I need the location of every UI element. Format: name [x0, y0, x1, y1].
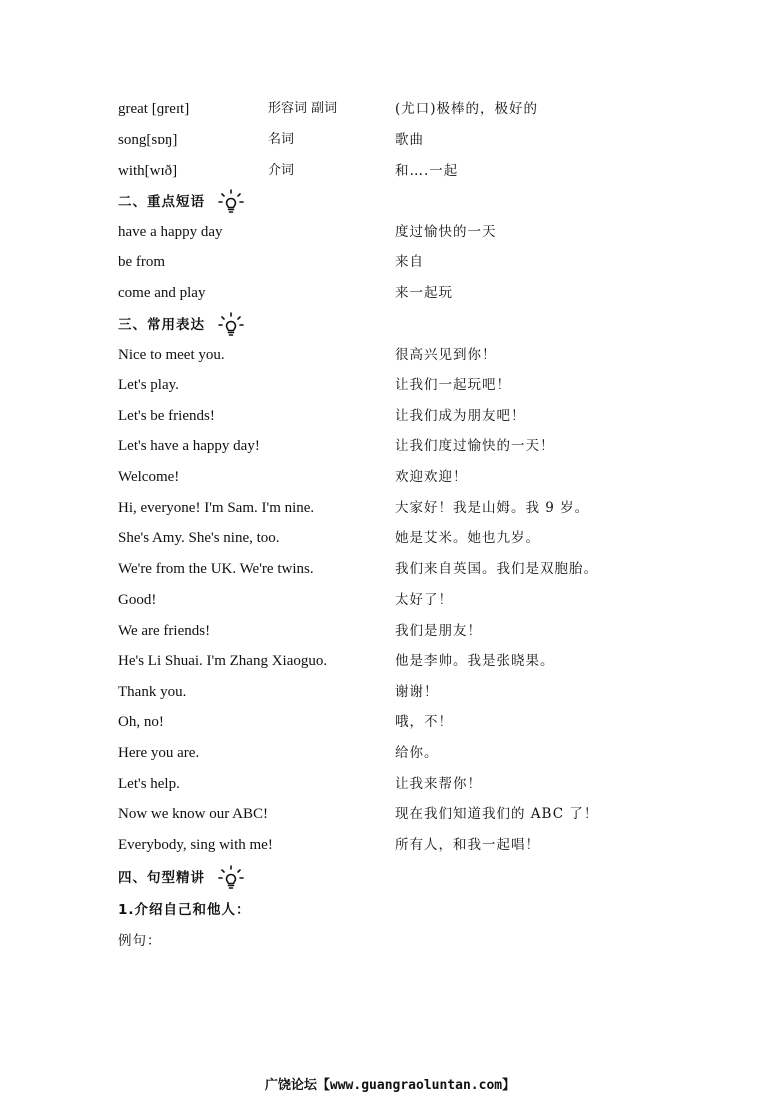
page-footer [0, 1074, 780, 1093]
phrase-english: be from [118, 254, 166, 270]
expression-english: Everybody, sing with me! [118, 837, 273, 853]
phrase-chinese: 度过愉快的一天 [395, 224, 497, 240]
expression-row [118, 464, 678, 490]
expression-chinese: 很高兴见到你！ [395, 347, 497, 363]
expression-row [118, 679, 678, 705]
vocab-word: song[sɒŋ] [118, 132, 178, 148]
phrase-row [118, 219, 678, 245]
vocab-row [118, 127, 678, 153]
section-title: 二、重点短语 [118, 194, 205, 210]
vocab-word: great [ɡreɪt] [118, 101, 190, 117]
expression-row [118, 618, 678, 644]
expression-chinese: 哦，不！ [395, 714, 453, 730]
expression-english: Thank you. [118, 684, 187, 700]
expression-chinese: 让我们度过愉快的一天！ [395, 438, 555, 454]
expression-english: Let's be friends! [118, 408, 215, 424]
expression-row [118, 648, 678, 674]
vocab-part-of-speech: 名词 [268, 132, 295, 147]
phrase-row [118, 249, 678, 275]
expression-row [118, 342, 678, 368]
vocab-meaning: (尤口)极棒的，极好的 [395, 101, 539, 117]
lightbulb-icon [217, 311, 245, 339]
expression-row [118, 495, 678, 521]
expression-chinese: 谢谢！ [395, 684, 439, 700]
expression-english: Now we know our ABC! [118, 806, 268, 822]
expression-chinese: 让我们一起玩吧！ [395, 377, 511, 393]
expression-row [118, 372, 678, 398]
expression-english: We're from the UK. We're twins. [118, 561, 314, 577]
vocab-meaning: 歌曲 [395, 132, 424, 148]
expression-chinese: 我们来自英国。我们是双胞胎。 [395, 561, 598, 577]
expression-row [118, 740, 678, 766]
expression-row [118, 587, 678, 613]
expression-row [118, 556, 678, 582]
expression-chinese: 她是艾米。她也九岁。 [395, 530, 540, 546]
vocab-row [118, 96, 678, 122]
section-heading-expressions [118, 311, 245, 339]
phrase-english: come and play [118, 285, 206, 301]
phrase-chinese: 来一起玩 [395, 285, 453, 301]
expression-row [118, 709, 678, 735]
phrase-row [118, 280, 678, 306]
expression-english: Let's have a happy day! [118, 438, 260, 454]
expression-row [118, 525, 678, 551]
phrase-english: have a happy day [118, 224, 223, 240]
expression-chinese: 欢迎欢迎！ [395, 469, 468, 485]
expression-chinese: 让我们成为朋友吧！ [395, 408, 526, 424]
expression-english: Hi, everyone! I'm Sam. I'm nine. [118, 500, 315, 516]
expression-chinese: 他是李帅。我是张晓果。 [395, 653, 555, 669]
lightbulb-icon [217, 864, 245, 892]
expression-english: She's Amy. She's nine, too. [118, 530, 280, 546]
footer-url: 【www.guangraoluntan.com】 [316, 1078, 516, 1093]
section-heading-phrases [118, 188, 245, 216]
example-label: 例句： [118, 933, 162, 949]
expression-english: He's Li Shuai. I'm Zhang Xiaoguo. [118, 653, 328, 669]
expression-english: Here you are. [118, 745, 200, 761]
vocab-word: with[wɪð] [118, 163, 178, 179]
section-title: 四、句型精讲 [118, 870, 205, 886]
expression-chinese: 我们是朋友！ [395, 623, 482, 639]
expression-chinese: 太好了！ [395, 592, 453, 608]
expression-row [118, 433, 678, 459]
expression-english: We are friends! [118, 623, 211, 639]
phrase-chinese: 来自 [395, 254, 424, 270]
expression-row [118, 403, 678, 429]
subheading: 1.介绍自己和他人： [118, 902, 251, 918]
expression-row [118, 801, 678, 827]
expression-chinese: 现在我们知道我们的 ABC 了！ [395, 806, 599, 822]
section-title: 三、常用表达 [118, 317, 205, 333]
vocab-part-of-speech: 介词 [268, 163, 295, 178]
vocab-meaning: 和….一起 [395, 163, 459, 179]
section-heading-sentence-patterns [118, 864, 245, 892]
lightbulb-icon [217, 188, 245, 216]
expression-chinese: 给你。 [395, 745, 439, 761]
expression-row [118, 832, 678, 858]
expression-row [118, 771, 678, 797]
vocab-row [118, 158, 678, 184]
expression-chinese: 所有人，和我一起唱！ [395, 837, 540, 853]
expression-english: Good! [118, 592, 157, 608]
expression-english: Welcome! [118, 469, 180, 485]
vocab-part-of-speech: 形容词 副词 [268, 101, 338, 116]
expression-english: Oh, no! [118, 714, 164, 730]
expression-chinese: 大家好！我是山姆。我 9 岁。 [395, 500, 590, 516]
expression-english: Let's play. [118, 377, 179, 393]
expression-chinese: 让我来帮你！ [395, 776, 482, 792]
footer-site-name: 广饶论坛 [264, 1078, 317, 1093]
expression-english: Nice to meet you. [118, 347, 225, 363]
expression-english: Let's help. [118, 776, 180, 792]
